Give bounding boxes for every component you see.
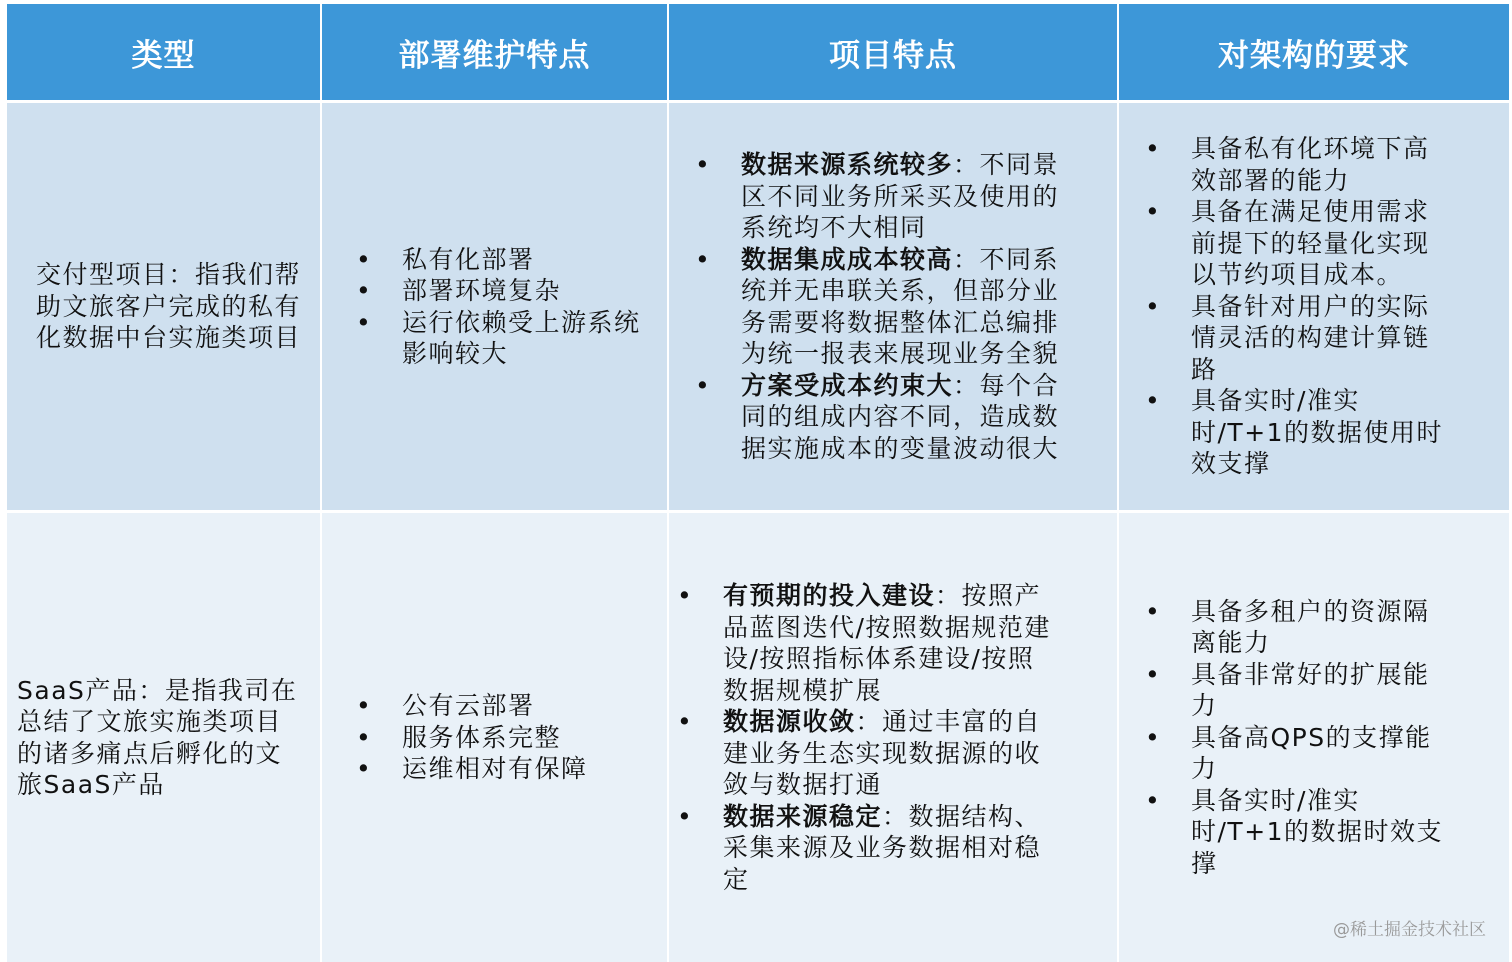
- row2-type-cell: [7, 513, 320, 962]
- item-text: 具备高QPS的支撑能力: [1191, 722, 1432, 784]
- bullet-icon: •: [677, 581, 694, 610]
- row1-requirements-cell: [1119, 103, 1509, 510]
- bullet-icon: •: [1145, 785, 1162, 815]
- item-text: ：通过丰富的自建业务生态实现数据源的收敛与数据打通: [723, 707, 1042, 799]
- bullet-icon: •: [1145, 596, 1162, 626]
- bullet-icon: •: [695, 244, 712, 274]
- item-keyword: 有预期的投入建设: [723, 581, 936, 610]
- watermark: @稀土掘金技术社区: [1333, 920, 1486, 940]
- item-keyword: 方案受成本约束大: [741, 370, 954, 400]
- header-deployment: 部署维护特点: [322, 4, 667, 100]
- row2-project-list: [673, 580, 1053, 895]
- row2-deployment-list: [352, 690, 652, 785]
- list-item: [1141, 291, 1451, 386]
- row1-deployment-list: [352, 244, 652, 370]
- item-text: 具备实时/准实时/T+1的数据使用时效支撑: [1191, 386, 1444, 479]
- list-item: [352, 275, 652, 307]
- item-text: ：不同景区不同业务所采买及使用的系统均不大相同: [741, 150, 1060, 242]
- item-text: 服务体系完整: [402, 722, 562, 752]
- bullet-icon: •: [695, 150, 712, 179]
- list-item: [352, 722, 652, 754]
- bullet-icon: •: [1145, 197, 1162, 227]
- bullet-icon: •: [356, 691, 373, 721]
- row2-type-text: SaaS产品：是指我司在总结了文旅实施类项目的诸多痛点后孵化的文旅SaaS产品: [17, 675, 298, 799]
- item-text: 具备私有化环境下高效部署的能力: [1191, 134, 1430, 195]
- list-item: [691, 244, 1061, 370]
- bullet-icon: •: [356, 307, 373, 337]
- item-text: 具备多租户的资源隔离能力: [1191, 596, 1430, 658]
- list-item: [673, 801, 1053, 896]
- row1-deployment-cell: [322, 103, 667, 510]
- row2-requirements-list: [1141, 596, 1451, 880]
- list-item: [691, 370, 1061, 465]
- list-item: [352, 690, 652, 722]
- item-text: ：按照产品蓝图迭代/按照数据规范建设/按照指标体系建设/按照数据规模扩展: [723, 581, 1051, 705]
- item-keyword: 数据集成成本较高: [741, 244, 954, 274]
- row2-project-cell: [669, 513, 1117, 962]
- list-item: [673, 580, 1053, 706]
- list-item: [1141, 659, 1451, 722]
- item-text: ：数据结构、采集来源及业务数据相对稳定: [723, 801, 1042, 894]
- item-text: ：不同系统并无串联关系，但部分业务需要将数据整体汇总编排为统一报表来展现业务全貌: [741, 244, 1060, 368]
- bullet-icon: •: [356, 276, 373, 305]
- list-item: [1141, 785, 1451, 880]
- bullet-icon: •: [1145, 659, 1162, 689]
- item-text: 具备实时/准实时/T+1的数据时效支撑: [1191, 785, 1444, 878]
- row1-project-cell: [669, 103, 1117, 510]
- item-text: 具备在满足使用需求前提下的轻量化实现以节约项目成本。: [1191, 197, 1430, 290]
- row1-type-text: 交付型项目：指我们帮助文旅客户完成的私有化数据中台实施类项目: [36, 260, 302, 353]
- header-type: 类型: [7, 4, 320, 100]
- item-text: ：每个合同的组成内容不同，造成数据实施成本的变量波动很大: [741, 370, 1060, 463]
- list-item: [352, 307, 652, 370]
- header-requirements: 对架构的要求: [1119, 4, 1509, 100]
- item-text: 运维相对有保障: [402, 754, 588, 784]
- bullet-icon: •: [1145, 386, 1162, 416]
- item-text: 具备针对用户的实际情灵活的构建计算链路: [1191, 291, 1430, 384]
- item-text: 公有云部署: [402, 691, 535, 721]
- item-keyword: 数据源收敛: [723, 707, 856, 736]
- row1-project-list: [691, 149, 1061, 464]
- list-item: [1141, 385, 1451, 480]
- bullet-icon: •: [677, 707, 694, 736]
- row2-requirements-cell: [1119, 513, 1509, 962]
- row2-deployment-cell: [322, 513, 667, 962]
- comparison-table: [7, 4, 1503, 962]
- item-text: 运行依赖受上游系统影响较大: [402, 307, 641, 368]
- list-item: [1141, 133, 1451, 196]
- row1-requirements-list: [1141, 133, 1451, 480]
- list-item: [1141, 722, 1451, 785]
- bullet-icon: •: [356, 722, 373, 752]
- list-item: [352, 753, 652, 785]
- bullet-icon: •: [1145, 291, 1162, 321]
- header-project: 项目特点: [669, 4, 1117, 100]
- bullet-icon: •: [1145, 722, 1162, 752]
- list-item: [691, 149, 1061, 244]
- list-item: [1141, 596, 1451, 659]
- list-item: [352, 244, 652, 276]
- bullet-icon: •: [356, 244, 373, 274]
- bullet-icon: •: [695, 370, 712, 400]
- list-item: [1141, 196, 1451, 291]
- item-keyword: 数据来源稳定: [723, 801, 883, 831]
- bullet-icon: •: [1145, 134, 1162, 164]
- item-text: 私有化部署: [402, 244, 535, 274]
- list-item: [673, 706, 1053, 801]
- item-text: 具备非常好的扩展能力: [1191, 659, 1430, 721]
- bullet-icon: •: [677, 801, 694, 831]
- item-text: 部署环境复杂: [402, 276, 562, 305]
- row1-type-cell: [7, 103, 320, 510]
- item-keyword: 数据来源系统较多: [741, 150, 954, 179]
- bullet-icon: •: [356, 754, 373, 784]
